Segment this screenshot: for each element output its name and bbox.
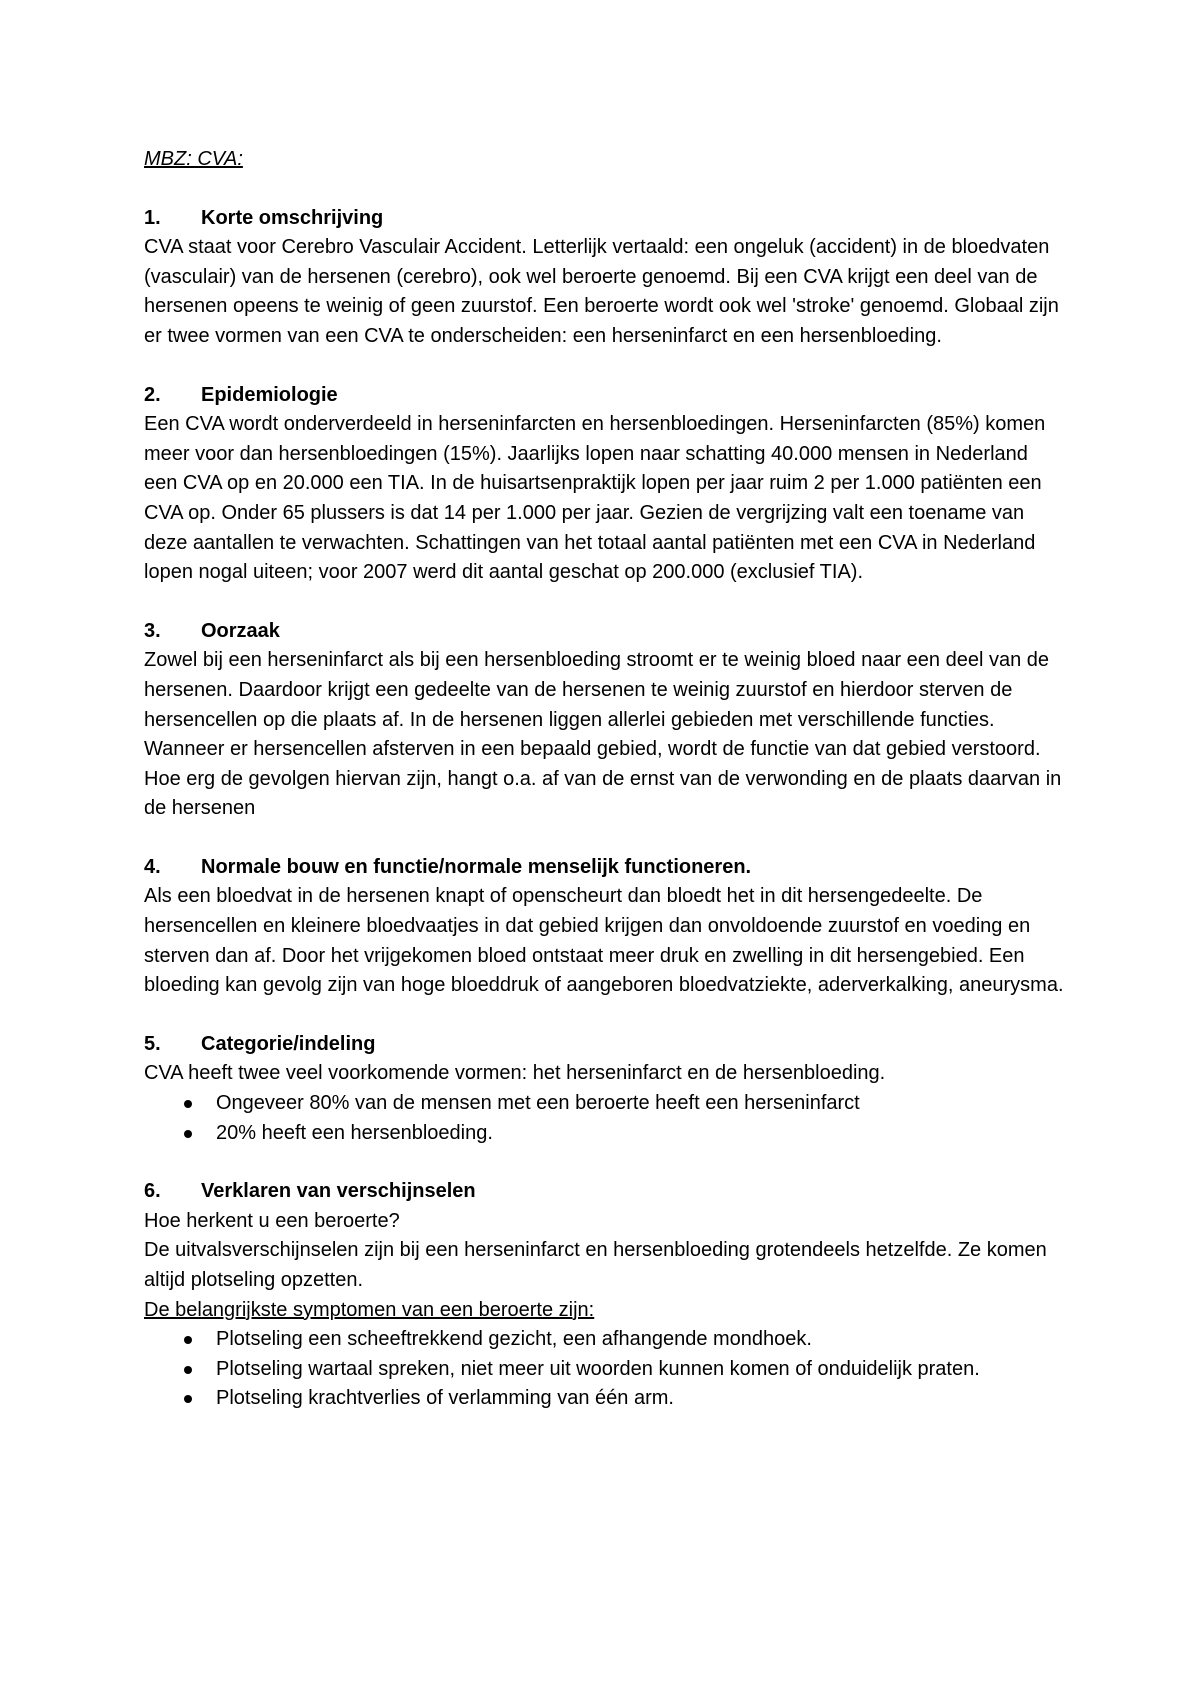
list-item (144, 1119, 1064, 1149)
section-number: 4. (144, 855, 161, 878)
bullet-icon (184, 1100, 192, 1108)
paragraph: Als een bloedvat in de hersenen knapt of openscheurt dan bloedt het in dit hersengedeelte. De hersencellen en kleinere bloedvaatjes in dat gebied krijgen dan onvoldoende zuurstof en voeding en sterven dan af. Door het vrijgekomen bloed ontstaat meer druk en zwelling in dit hersengebied. Een bloeding kan gevolg zijn van hoge bloeddruk of aangeboren bloedvatziekte, aderverkalking, aneurysma. (144, 885, 1064, 997)
section-title: Categorie/indeling (201, 1032, 376, 1055)
list-item-text: Ongeveer 80% van de mensen met een beroerte heeft een herseninfarct (216, 1092, 860, 1115)
section-heading (144, 381, 1064, 411)
list-item (144, 1325, 1064, 1355)
paragraph: Een CVA wordt onderverdeeld in herseninfarcten en hersenbloedingen. Herseninfarcten (85%) komen meer voor dan hersenbloedingen (15%). Jaarlijks lopen naar schatting 40.000 mensen in Nederland een CVA op en 20.000 een TIA. In de huisartsenpraktijk lopen per jaar ruim 2 per 1.000 patiënten een CVA op. Onder 65 plussers is dat 14 per 1.000 per jaar. Gezien de vergrijzing valt een toename van deze aantallen te verwachten. Schattingen van het totaal aantal patiënten met een CVA in Nederland lopen nogal uiteen; voor 2007 werd dit aantal geschat op 200.000 (exclusief TIA). (144, 413, 1046, 584)
list-item (144, 1089, 1064, 1119)
section-title: Verklaren van verschijnselen (201, 1180, 476, 1203)
bullet-icon (184, 1366, 192, 1374)
section-categorie (144, 1030, 1064, 1148)
paragraph: Hoe herkent u een beroerte? (144, 1209, 400, 1232)
section-heading (144, 1177, 1064, 1207)
bullet-icon (184, 1395, 192, 1403)
section-korte-omschrijving (144, 204, 1064, 352)
section-verklaren (144, 1177, 1064, 1414)
list-item-text: Plotseling een scheeftrekkend gezicht, een afhangende mondhoek. (216, 1328, 812, 1351)
list-item (144, 1355, 1064, 1385)
list-item (144, 1384, 1064, 1414)
section-title: Oorzaak (201, 619, 280, 642)
section-title: Korte omschrijving (201, 206, 384, 229)
bullet-icon (184, 1336, 192, 1344)
bullet-list (144, 1089, 1064, 1148)
section-number: 2. (144, 383, 161, 406)
section-number: 3. (144, 619, 161, 642)
section-epidemiologie (144, 381, 1064, 588)
section-oorzaak (144, 617, 1064, 824)
bullet-list (144, 1325, 1064, 1414)
list-item-text: Plotseling wartaal spreken, niet meer uit woorden kunnen komen of onduidelijk praten. (216, 1357, 980, 1380)
section-number: 6. (144, 1180, 161, 1203)
section-heading (144, 617, 1064, 647)
section-title: Epidemiologie (201, 383, 338, 406)
page-title: MBZ: CVA: (144, 148, 243, 170)
section-number: 1. (144, 206, 161, 229)
bullet-icon (184, 1130, 192, 1138)
symptoms-subheading: De belangrijkste symptomen van een beroerte zijn: (144, 1298, 595, 1321)
section-heading (144, 1030, 1064, 1060)
section-heading (144, 204, 1064, 234)
paragraph: CVA heeft twee veel voorkomende vormen: het herseninfarct en de hersenbloeding. (144, 1062, 886, 1085)
section-normale-bouw (144, 853, 1064, 1001)
section-title: Normale bouw en functie/normale menselijk functioneren. (201, 855, 752, 878)
document-body (144, 145, 1064, 1443)
paragraph: Zowel bij een herseninfarct als bij een hersenbloeding stroomt er te weinig bloed naar een deel van de hersenen. Daardoor krijgt een gedeelte van de hersenen te weinig zuurstof en hierdoor sterven de hersencellen op die plaats af. In de hersenen liggen allerlei gebieden met verschillende functies. Wanneer er hersencellen afsterven in een bepaald gebied, wordt de functie van dat gebied verstoord. Hoe erg de gevolgen hiervan zijn, hangt o.a. af van de ernst van de verwonding en de plaats daarvan in de hersenen (144, 649, 1062, 820)
paragraph: De uitvalsverschijnselen zijn bij een herseninfarct en hersenbloeding grotendeels hetzelfde. Ze komen altijd plotseling opzetten. (144, 1239, 1047, 1291)
paragraph: CVA staat voor Cerebro Vasculair Accident. Letterlijk vertaald: een ongeluk (accident) in de bloedvaten (vasculair) van de hersenen (cerebro), ook wel beroerte genoemd. Bij een CVA krijgt een deel van de hersenen opeens te weinig of geen zuurstof. Een beroerte wordt ook wel 'stroke' genoemd. Globaal zijn er twee vormen van een CVA te onderscheiden: een herseninfarct en een hersenbloeding. (144, 236, 1059, 347)
section-number: 5. (144, 1032, 161, 1055)
section-heading (144, 853, 1064, 883)
list-item-text: 20% heeft een hersenbloeding. (216, 1121, 493, 1144)
list-item-text: Plotseling krachtverlies of verlamming van één arm. (216, 1387, 674, 1410)
